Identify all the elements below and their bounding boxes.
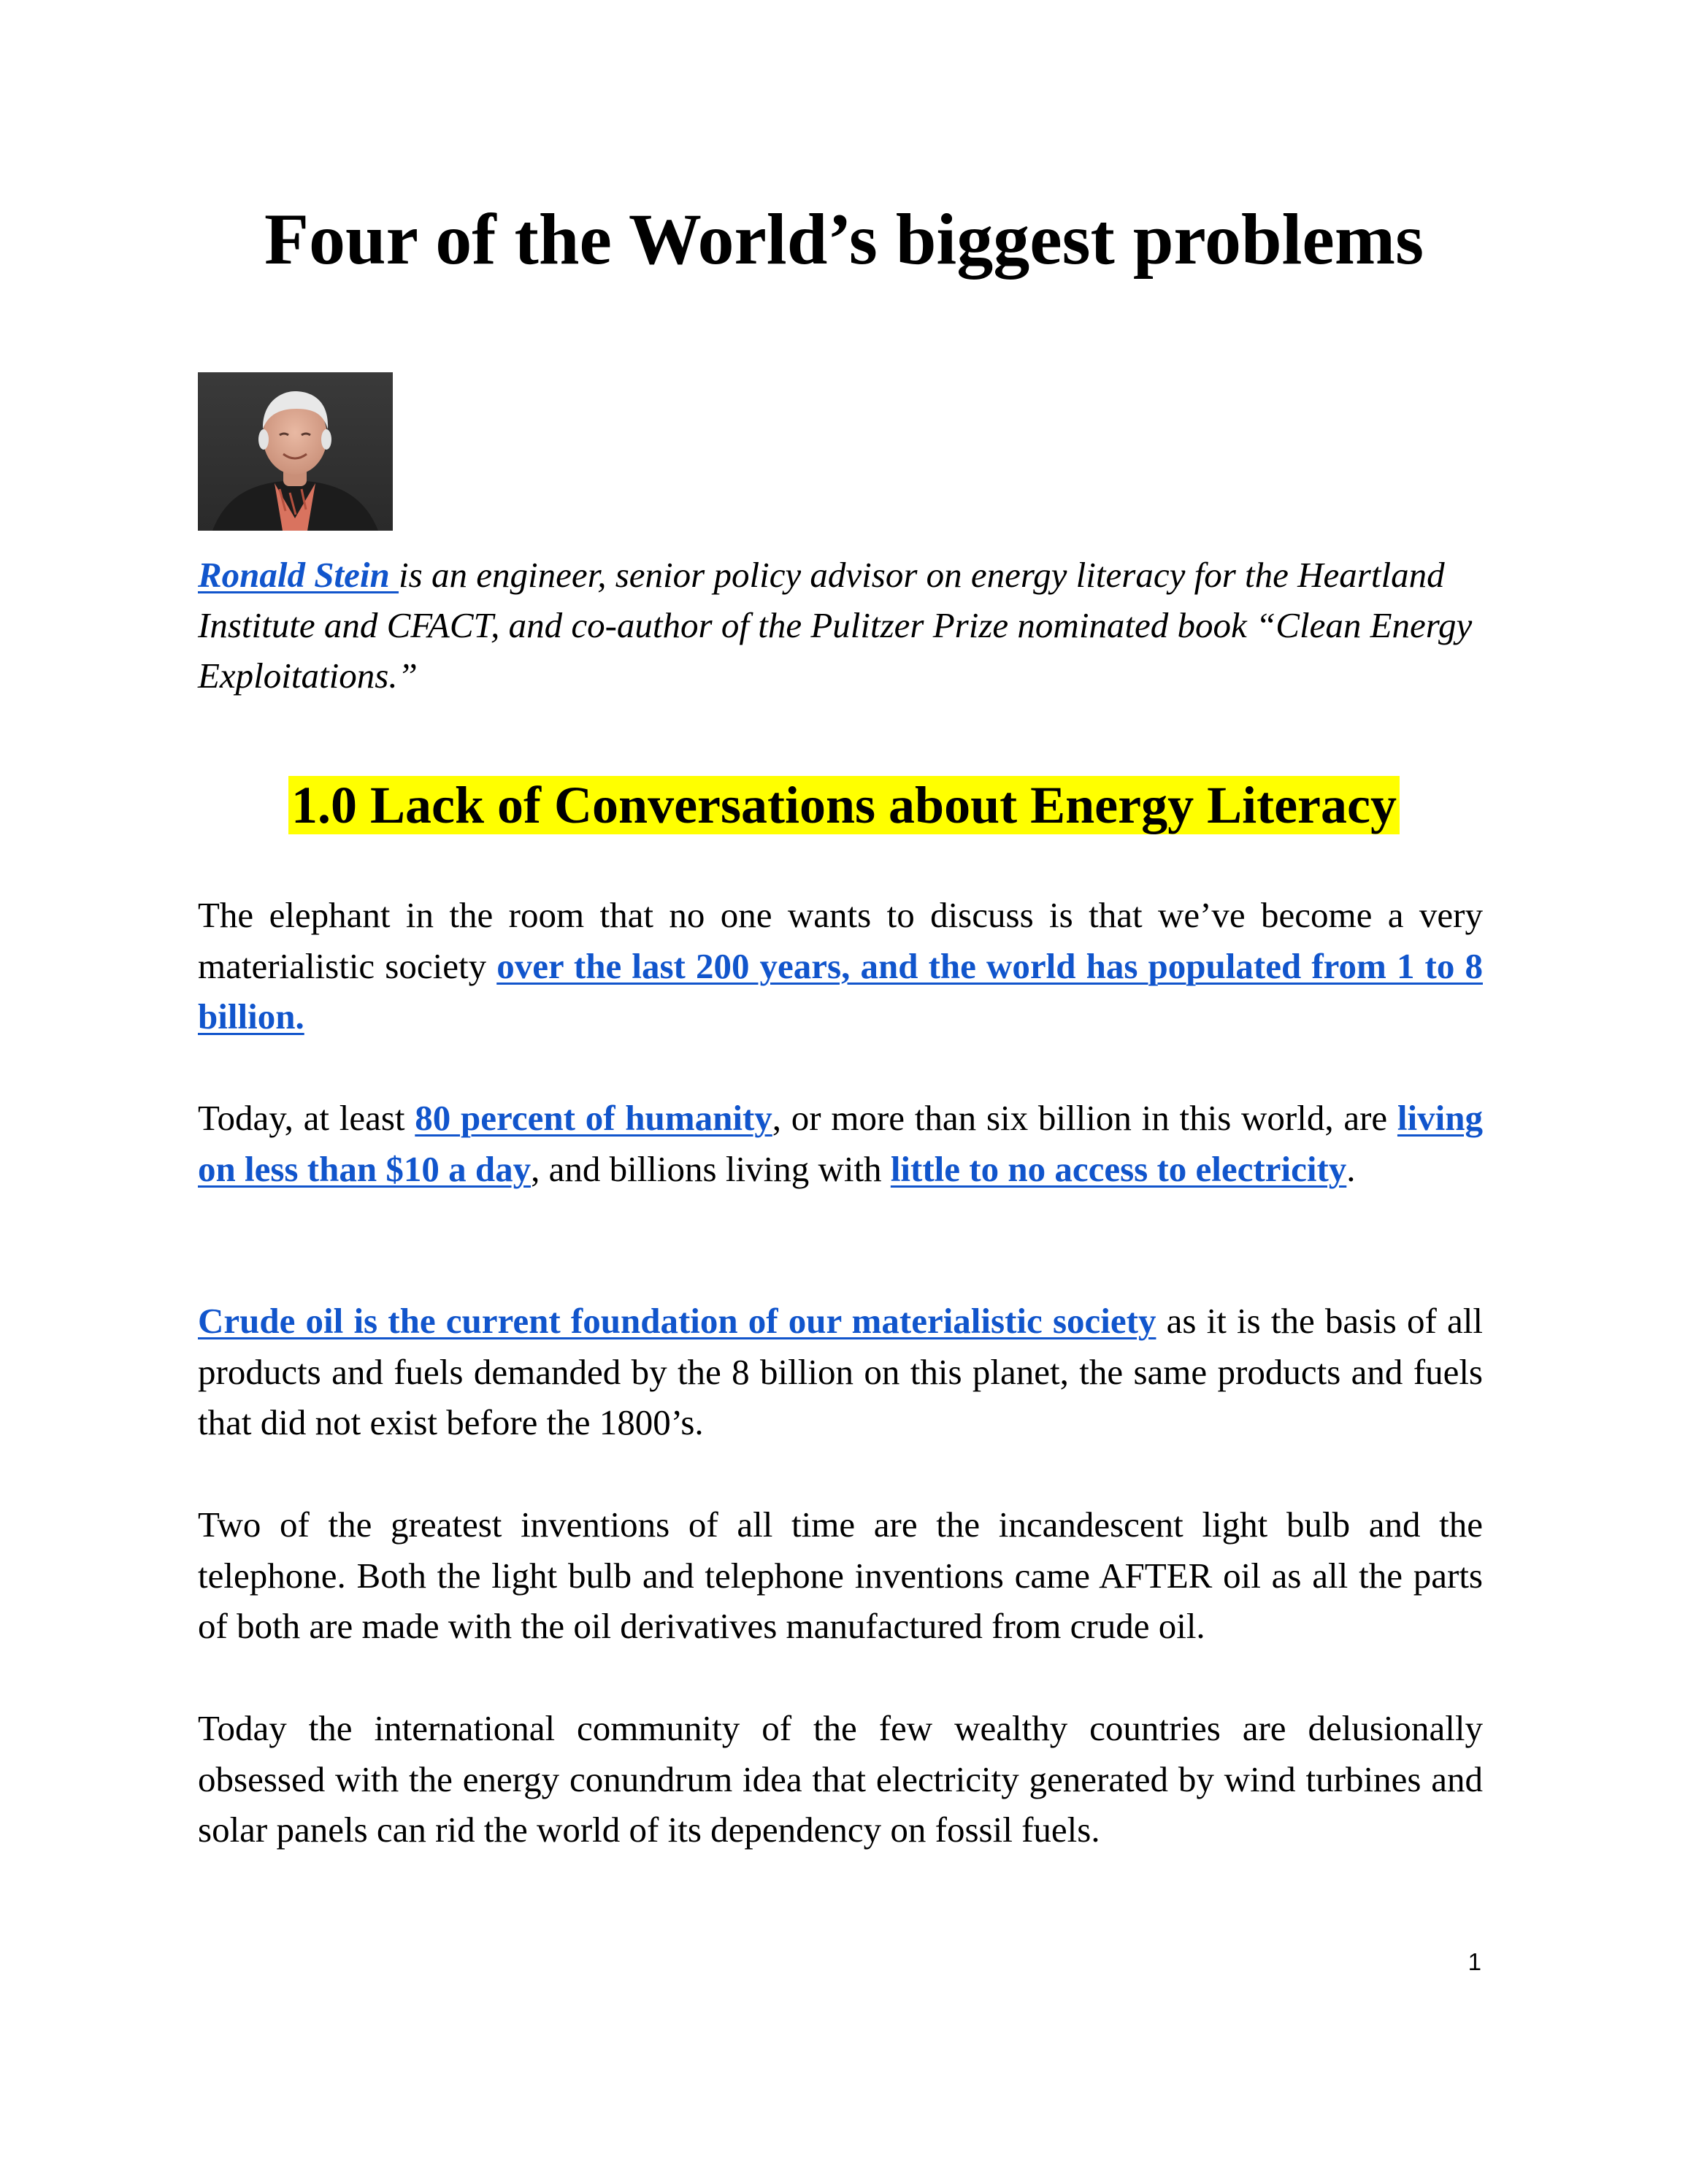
paragraph-text: , or more than six billion in this world, are	[772, 1098, 1397, 1138]
humanity-link[interactable]: 80 percent of humanity	[415, 1098, 772, 1138]
paragraph-text: , and billions living with	[531, 1148, 891, 1189]
electricity-access-link[interactable]: little to no access to electricity	[890, 1148, 1347, 1189]
section-heading	[0, 772, 1688, 838]
document-title: Four of the World’s biggest problems	[264, 199, 1424, 280]
paragraph-text: The elephant in the room that no one wants to discuss is that we’ve become a very materialistic society	[198, 895, 1483, 986]
crude-oil-link[interactable]: Crude oil is the current foundation of our materialistic society	[198, 1301, 1156, 1341]
page-number: 1	[1468, 1948, 1481, 1975]
income-link[interactable]: living on less than $10 a day	[198, 1098, 1484, 1189]
paragraph-2	[198, 1093, 1483, 1194]
paragraph-text: as it is the basis of all products and fuels demanded by the 8 billion on this planet, the same products and fuels that did not exist before the 1800’s.	[198, 1301, 1483, 1442]
population-link[interactable]: over the last 200 years, and the world has populated from 1 to 8 billion.	[198, 945, 1483, 1037]
author-link[interactable]: Ronald Stein	[198, 555, 399, 595]
paragraph-4: Two of the greatest inventions of all time are the incandescent light bulb and the telephone. Both the light bulb and telephone inventions came AFTER oil as all the parts of both are made with the oil derivatives manufactured from crude oil.	[198, 1504, 1483, 1646]
paragraph-5: Today the international community of the few wealthy countries are delusionally obsessed with the energy conundrum idea that electricity generated by wind turbines and solar panels can rid the world of its dependency on fossil fuels.	[198, 1708, 1483, 1850]
paragraph-text: Today, at least	[198, 1098, 415, 1138]
paragraph-text: .	[1346, 1148, 1356, 1189]
section-heading-text: 1.0 Lack of Conversations about Energy Literacy	[288, 776, 1400, 834]
paragraph-3	[198, 1296, 1483, 1448]
author-photo	[198, 372, 393, 531]
byline-text: is an engineer, senior policy advisor on energy literacy for the Heartland Institute and CFACT, and co-author of the Pulitzer Prize nominated book “Clean Energy Exploitations.”	[198, 555, 1473, 696]
author-portrait-icon	[198, 372, 393, 531]
author-byline	[198, 550, 1483, 701]
paragraph-1	[198, 890, 1483, 1042]
